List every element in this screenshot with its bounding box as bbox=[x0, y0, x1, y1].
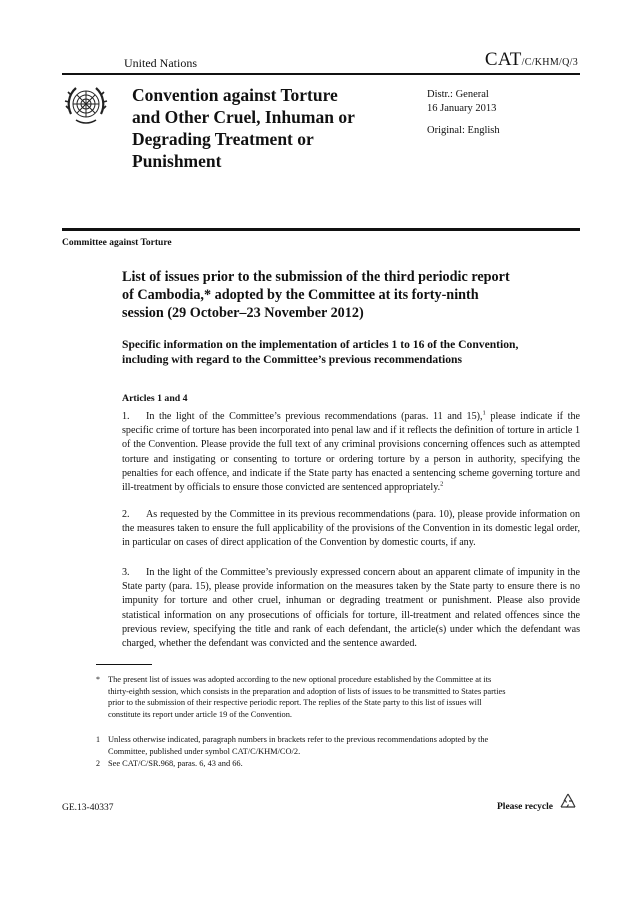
paragraph-2 bbox=[122, 508, 580, 551]
document-title: List of issues prior to the submission of the third periodic report of Cambodia,* adopted by the Committee at its forty-ninth session (29 October–23 November 2012) bbox=[122, 269, 510, 321]
symbol-suffix: /C/KHM/Q/3 bbox=[521, 57, 578, 68]
paragraph-text: In the light of the Committee’s previously expressed concern about an apparent climate of impunity in the State party (para. 15), please provide information on the measures taken by the State party to ensure there is no impunity for torture and other cruel, inhuman or degrading treatment or punishment. Please also provide statistical information on any prosecutions of officials for torture, ill-treatment and related offences since the previous review, specifying the title and rank of each defendant, the article(s) under which the defendant was charged, whether the defendant was convicted and the sentence awarded. bbox=[122, 567, 580, 650]
section-title: Specific information on the implementation of articles 1 to 16 of the Convention, including with regard to the Committee’s previous recommendations bbox=[122, 338, 519, 366]
footnote-1 bbox=[96, 734, 513, 757]
committee-name: Committee against Torture bbox=[62, 238, 172, 248]
paragraph-text: As requested by the Committee in its previous recommendations (para. 10), please provide information on the measures taken to ensure the full applicability of the provisions of the Convention in its domestic legal order, in particular on cases of direct application of the Convention by domestic courts, if any. bbox=[122, 509, 580, 549]
date-line: 16 January 2013 bbox=[427, 103, 497, 114]
org-name: United Nations bbox=[124, 56, 197, 70]
distr-line: Distr.: General bbox=[427, 89, 489, 100]
language-line: Original: English bbox=[427, 125, 500, 136]
footnote-2 bbox=[96, 758, 513, 770]
paragraph-text-cont: please indicate if the specific crime of torture has been incorporated into penal law and if it reflects the definition of torture in article 1 of the Convention. Please provide the full text of any criminal provisions concerning offences such as attempted torture and instigating or consenting to torture or ordering torture by a person in authority, specifying the penalties for each offence, and indicate if the State party has enacted a sentencing scheme governing torture and ill-treatment by officials to ensure those convicted are sentenced appropriately. bbox=[122, 411, 580, 494]
footnote-mark: * bbox=[96, 675, 100, 684]
footnote-ref[interactable]: 2 bbox=[440, 480, 444, 488]
footnote-ref[interactable]: 1 bbox=[482, 409, 486, 417]
articles-heading: Articles 1 and 4 bbox=[122, 393, 188, 404]
footnote-separator bbox=[96, 664, 152, 665]
footnote-text: See CAT/C/SR.968, paras. 6, 43 and 66. bbox=[108, 759, 243, 768]
symbol-main: CAT bbox=[484, 49, 522, 70]
document-symbol bbox=[485, 49, 578, 71]
footnote-star bbox=[96, 674, 513, 720]
recycle-icon bbox=[558, 792, 578, 812]
footnote-text: The present list of issues was adopted according to the new optional procedure established by the Committee at its thirty-eighth session, which consists in the preparation and adoption of lists of issues to be transmitted to States parties prior to the submission of their respective periodic report. The replies of the State party to this list of issues will constitute its report under article 19 of the Convention. bbox=[108, 675, 506, 719]
title-rule bbox=[62, 228, 580, 231]
paragraph-text: In the light of the Committee’s previous recommendations (paras. 11 and 15), bbox=[146, 411, 483, 422]
paragraph-number: 1. bbox=[122, 411, 130, 422]
footnote-mark: 2 bbox=[96, 759, 100, 768]
paragraph-1 bbox=[122, 410, 580, 495]
convention-title: Convention against Torture and Other Cruel, Inhuman or Degrading Treatment or Punishment bbox=[132, 85, 355, 171]
job-number: GE.13-40337 bbox=[62, 803, 114, 813]
footnote-text: Unless otherwise indicated, paragraph numbers in brackets refer to the previous recommendations adopted by the Committee, published under symbol CAT/C/KHM/CO/2. bbox=[108, 735, 489, 756]
footnote-mark: 1 bbox=[96, 735, 100, 744]
paragraph-number: 3. bbox=[122, 567, 130, 578]
recycle-label: Please recycle bbox=[497, 802, 553, 812]
paragraph-number: 2. bbox=[122, 509, 130, 520]
distribution-block bbox=[427, 88, 500, 138]
un-emblem-icon bbox=[62, 80, 110, 128]
paragraph-3 bbox=[122, 566, 580, 651]
header-rule bbox=[62, 73, 580, 75]
